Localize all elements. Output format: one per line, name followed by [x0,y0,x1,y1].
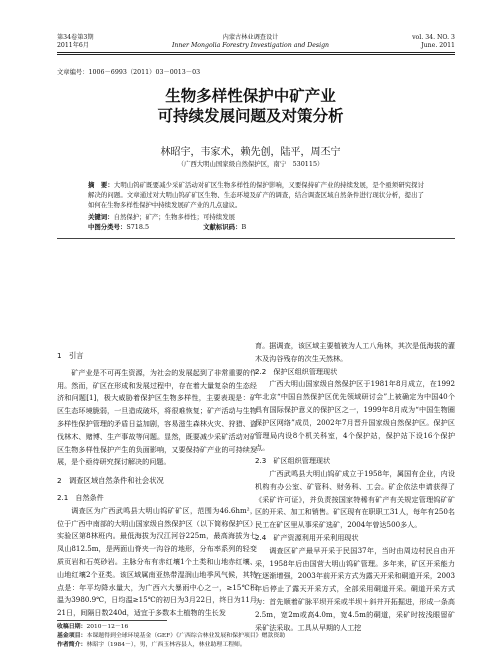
title-line-1: 生物多样性保护中矿产业 [165,87,336,105]
abstract-text: 大明山钨矿既要减少采矿活动对矿区生物多样性的保护影响，又要保持矿产业的持续发展，是个亟须研究探讨解决的问题。文章通过对大明山钨矿矿区生物、生态环境及矿产的调查，结合调查区域自然条件进行现状分析，提出了如何在生物多样性保护中持续发展矿产业的几点建议。 [88,181,425,209]
fund-label: 基金项目： [57,633,87,639]
title-line-2: 可持续发展问题及对策分析 [157,107,344,125]
journal-name-en: Inner Mongolia Forestry Investigation and Design [171,42,330,49]
fund-text: 本课题得到全球环境基金（GEF）《广西综合林业发展和保护项目》赠款资助 [86,633,286,639]
section-2-3-heading: 2.3 矿区组织管理现状 [255,456,331,466]
abstract-divider [57,238,455,239]
affiliation: （广西大明山国家级自然保护区，南宁 530115） [177,160,324,168]
received-date: 2010－12－16 [86,624,129,630]
section-1-heading: 1 引言 [57,351,84,360]
left-column [57,344,257,620]
keywords-label: 关键词： [88,213,114,221]
journal-name-cn: 内蒙古林业调查设计 [222,34,279,41]
classification [88,222,424,232]
footnote-received [57,623,455,632]
clc-label: 中图分类号： [88,223,127,231]
section-2-1-heading: 2.1 自然条件 [57,492,104,502]
paragraph-natural-conditions: 调查区为广西武鸣县大明山钨矿矿区，范围为46.6hm²，位于广西中南部的大明山国家级自然保护区（以下简称保护区）实验区第8林班内。最低海拔为汉江河谷225m，最高海拔为七凤山812.5m，是两面山脊夹一沟谷的地形，分布率系列的轻变质页岩和石英砂岩。主脉分布有赤红壤1个土类和山地赤红壤、山地红壤2个亚类。该区域属南亚热带湿润山地季风气候，其特点是：年平均降水量大，为广西六大暴雨中心之一，≥15℃积温为3980.9℃，日均温≥15℃的初日为3月22日，终日为11月21日，间隔日数240d，适宜于多数本土植物的生长发 [57,505,257,618]
author-bio-label: 作者简介： [57,642,87,648]
header-rule-thin [57,54,455,55]
clc-code: S718.5 [126,223,150,231]
volume-cn: 第34卷第3期 [57,34,94,41]
section-2-4-heading: 2.4 矿产资源利用开采利用现状 [255,532,359,542]
section-2-heading: 2 调查区域自然条件和社会状况 [57,476,164,486]
paragraph-mine-management: 广西武鸣县大明山钨矿成立于1958年，属国有企业，内设机构有办公室、矿管科、财务科、工会。矿企依法申请获得了《采矿许可证》，并负责按国家特稀有矿产有关规定管理钨矿矿区的开采、加工和销售。矿区现有在职职工31人，每年有250名民工在矿区里从事采矿选矿，2004年曾达500多人。 [255,468,455,530]
doc-code: B [241,223,247,231]
date-en: June. 2011 [421,42,455,49]
article-id: 文章编号：1006－6993（2011）03－0013－03 [57,69,201,76]
right-column [255,340,455,634]
authors: 林昭宇，韦家术，赖先创，陆平，周丕宁 [160,147,341,158]
author-bio: 林昭宇（1984－），男，广西玉林容县人，林业助理工程师。 [86,642,246,648]
paragraph-vegetation: 育。据调查，该区域主要植被为人工八角林，其次是低海拔的灌木及沟谷残存的次生天然林。 [255,341,455,363]
keywords-text: 自然保护；矿产；生物多样性；可持续发展 [113,213,235,221]
keywords [88,212,424,222]
abstract-label: 摘 要： [88,181,114,189]
footnote-divider [57,620,167,621]
date-cn: 2011年6月 [57,42,90,49]
paragraph-intro: 矿产业是不可再生资源，为社会的发展起到了非常重要的作用。然而，矿区在形成和发展过程中，存在着大量复杂的生态经济和问题[1]，极大威胁着保护区生物多样性，主要表现是：矿区生态环境脆弱，一旦造成破坏，将很难恢复；矿产活动与生物多样性保护管理的矛盾日益加剧，容易滋生森林火灾、狩猎、盗伐林木、赌博、生产事故等问题。显然，既要减少采矿活动对矿区生物多样性保护产生的负面影响，又要保持矿产业的可持续发展，是个亟待研究探讨解决的问题。 [57,367,257,467]
volume-en: vol. 34. NO. 3 [412,34,455,41]
header-rule [57,52,455,53]
paragraph-reserve-management: 广西大明山国家级自然保护区于1981年8月成立，在1992年北京“中国自然保护区优先领域研讨会”上被确定为中国40个具有国际保护意义的保护区之一，1999年8月成为“中国生物圈保护区网络”成员，2002年7月晋升国家级自然保护区。保护区管理局内设8个机关科室，4个保护站，保护站下设16个保护点。 [255,379,455,453]
paragraph-mining-status: 调查区矿产最早开采于民国37年，当时由周边村民自由开采，1958年后由国营大明山钨矿管理。多年来，矿区开采能力在逐渐增强，2003年前开采方式为露天开采和硐道开采，2003年后停止了露天开采方式，全部采用硐道开采。硐道开采方式为：首先顺着矿脉平坝开采或半坝＋斜井开拓掘进，形成一条高2.5m，宽2m或高4.0m，宽4.5m的硐道，采矿时按浅眼留矿采矿法采取。工具从早期的人工挖 [255,545,455,632]
received-label: 收稿日期： [57,624,87,630]
doc-code-label: 文献标识码： [203,223,242,231]
footnote-author [57,641,455,650]
footnote-fund [57,632,455,641]
section-2-2-heading: 2.2 保护区组织管理现状 [255,366,338,376]
abstract [88,180,424,210]
